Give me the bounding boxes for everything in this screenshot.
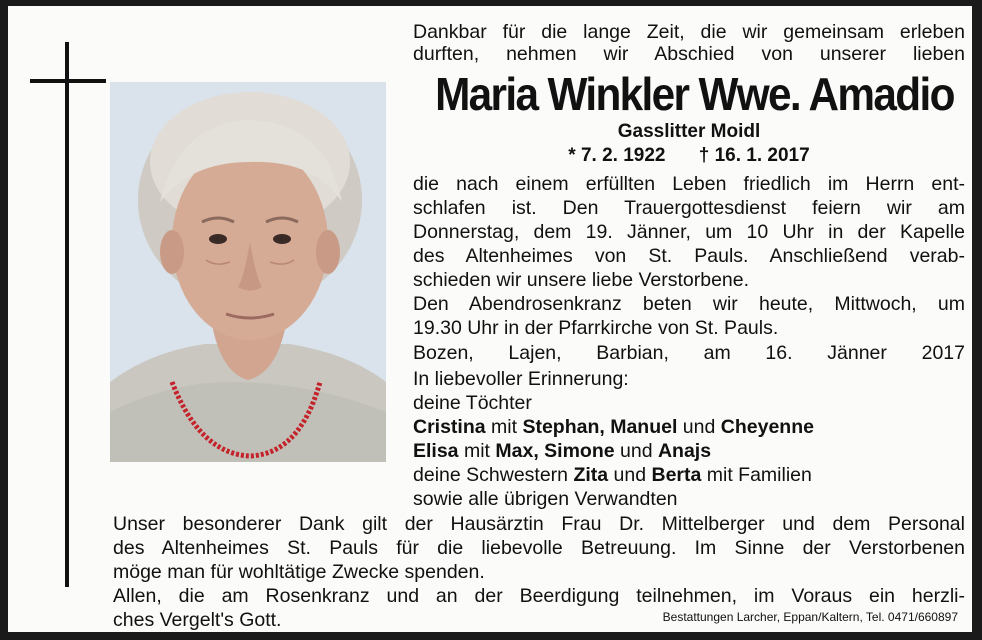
family-line-2 [413,439,965,463]
daughter-name: Cristina [413,416,486,438]
grandchildren-names: Stephan, Manuel [522,416,678,438]
intro-line-1: Dankbar für die lange Zeit, die wir gemeinsam erleben [413,21,965,43]
thanks-line: Unser besonderer Dank gilt der Hausärztin Frau Dr. Mittelberger und dem Personal [113,513,965,535]
grandchild-name: Cheyenne [720,416,814,438]
connector: und [614,440,658,462]
thanks-line: möge man für wohltätige Zwecke spenden. [113,561,485,583]
undertaker-credit: Bestattungen Larcher, Eppan/Kaltern, Tel. 0471/660897 [662,610,958,624]
daughters-intro: deine Töchter [413,392,532,414]
connector: und [677,416,721,438]
portrait-photo [110,82,386,462]
families-text: mit Familien [701,464,812,486]
thanks-line: des Altenheimes St. Pauls für die liebevolle Betreuung. Im Sinne der Verstorbenen [113,537,965,559]
cross-vertical-bar [65,42,69,587]
memory-heading: In liebevoller Erinnerung: [413,368,629,390]
connector: und [608,464,652,486]
body-line: Donnerstag, dem 19. Jänner, um 10 Uhr in der Kapelle [413,221,965,243]
cross-horizontal-bar [30,79,106,83]
deceased-name: Maria Winkler Wwe. Amadio [435,68,954,120]
relatives-line: sowie alle übrigen Verwandten [413,488,678,510]
intro-line-2: durften, nehmen wir Abschied von unserer lieben [413,43,965,65]
body-line: die nach einem erfüllten Leben friedlich im Herrn ent- [413,173,965,195]
body-line: Den Abendrosenkranz beten wir heute, Mittwoch, um [413,293,965,315]
connector: mit [485,416,523,438]
birth-date: * 7. 2. 1922 [568,145,666,166]
life-dates [413,145,965,167]
sisters-intro: deine Schwestern [413,464,574,486]
thanks-line: ches Vergelt's Gott. [113,609,282,631]
sister-name: Zita [573,464,609,486]
place-date: Bozen, Lajen, Barbian, am 16. Jänner 2017 [413,342,965,364]
grandchildren-names: Max, Simone [495,440,615,462]
connector: mit [458,440,496,462]
nickname: Gasslitter Moidl [617,121,761,142]
daughter-name: Elisa [413,440,459,462]
body-line: 19.30 Uhr in der Pfarrkirche von St. Pauls. [413,317,779,339]
thanks-line: Allen, die am Rosenkranz und an der Beerdigung teilnehmen, im Voraus ein herzli- [113,585,965,607]
family-line-3 [413,463,965,487]
body-line: des Altenheimes von St. Pauls. Anschließend verab- [413,245,965,267]
death-date: † 16. 1. 2017 [698,145,810,166]
obituary-card [8,6,972,632]
body-line: schlafen ist. Den Trauergottesdienst feiern wir am [413,197,965,219]
sister-name: Berta [651,464,702,486]
family-line-1 [413,415,965,439]
body-line: schieden wir unsere liebe Verstorbene. [413,269,750,291]
grandchild-name: Anajs [657,440,712,462]
